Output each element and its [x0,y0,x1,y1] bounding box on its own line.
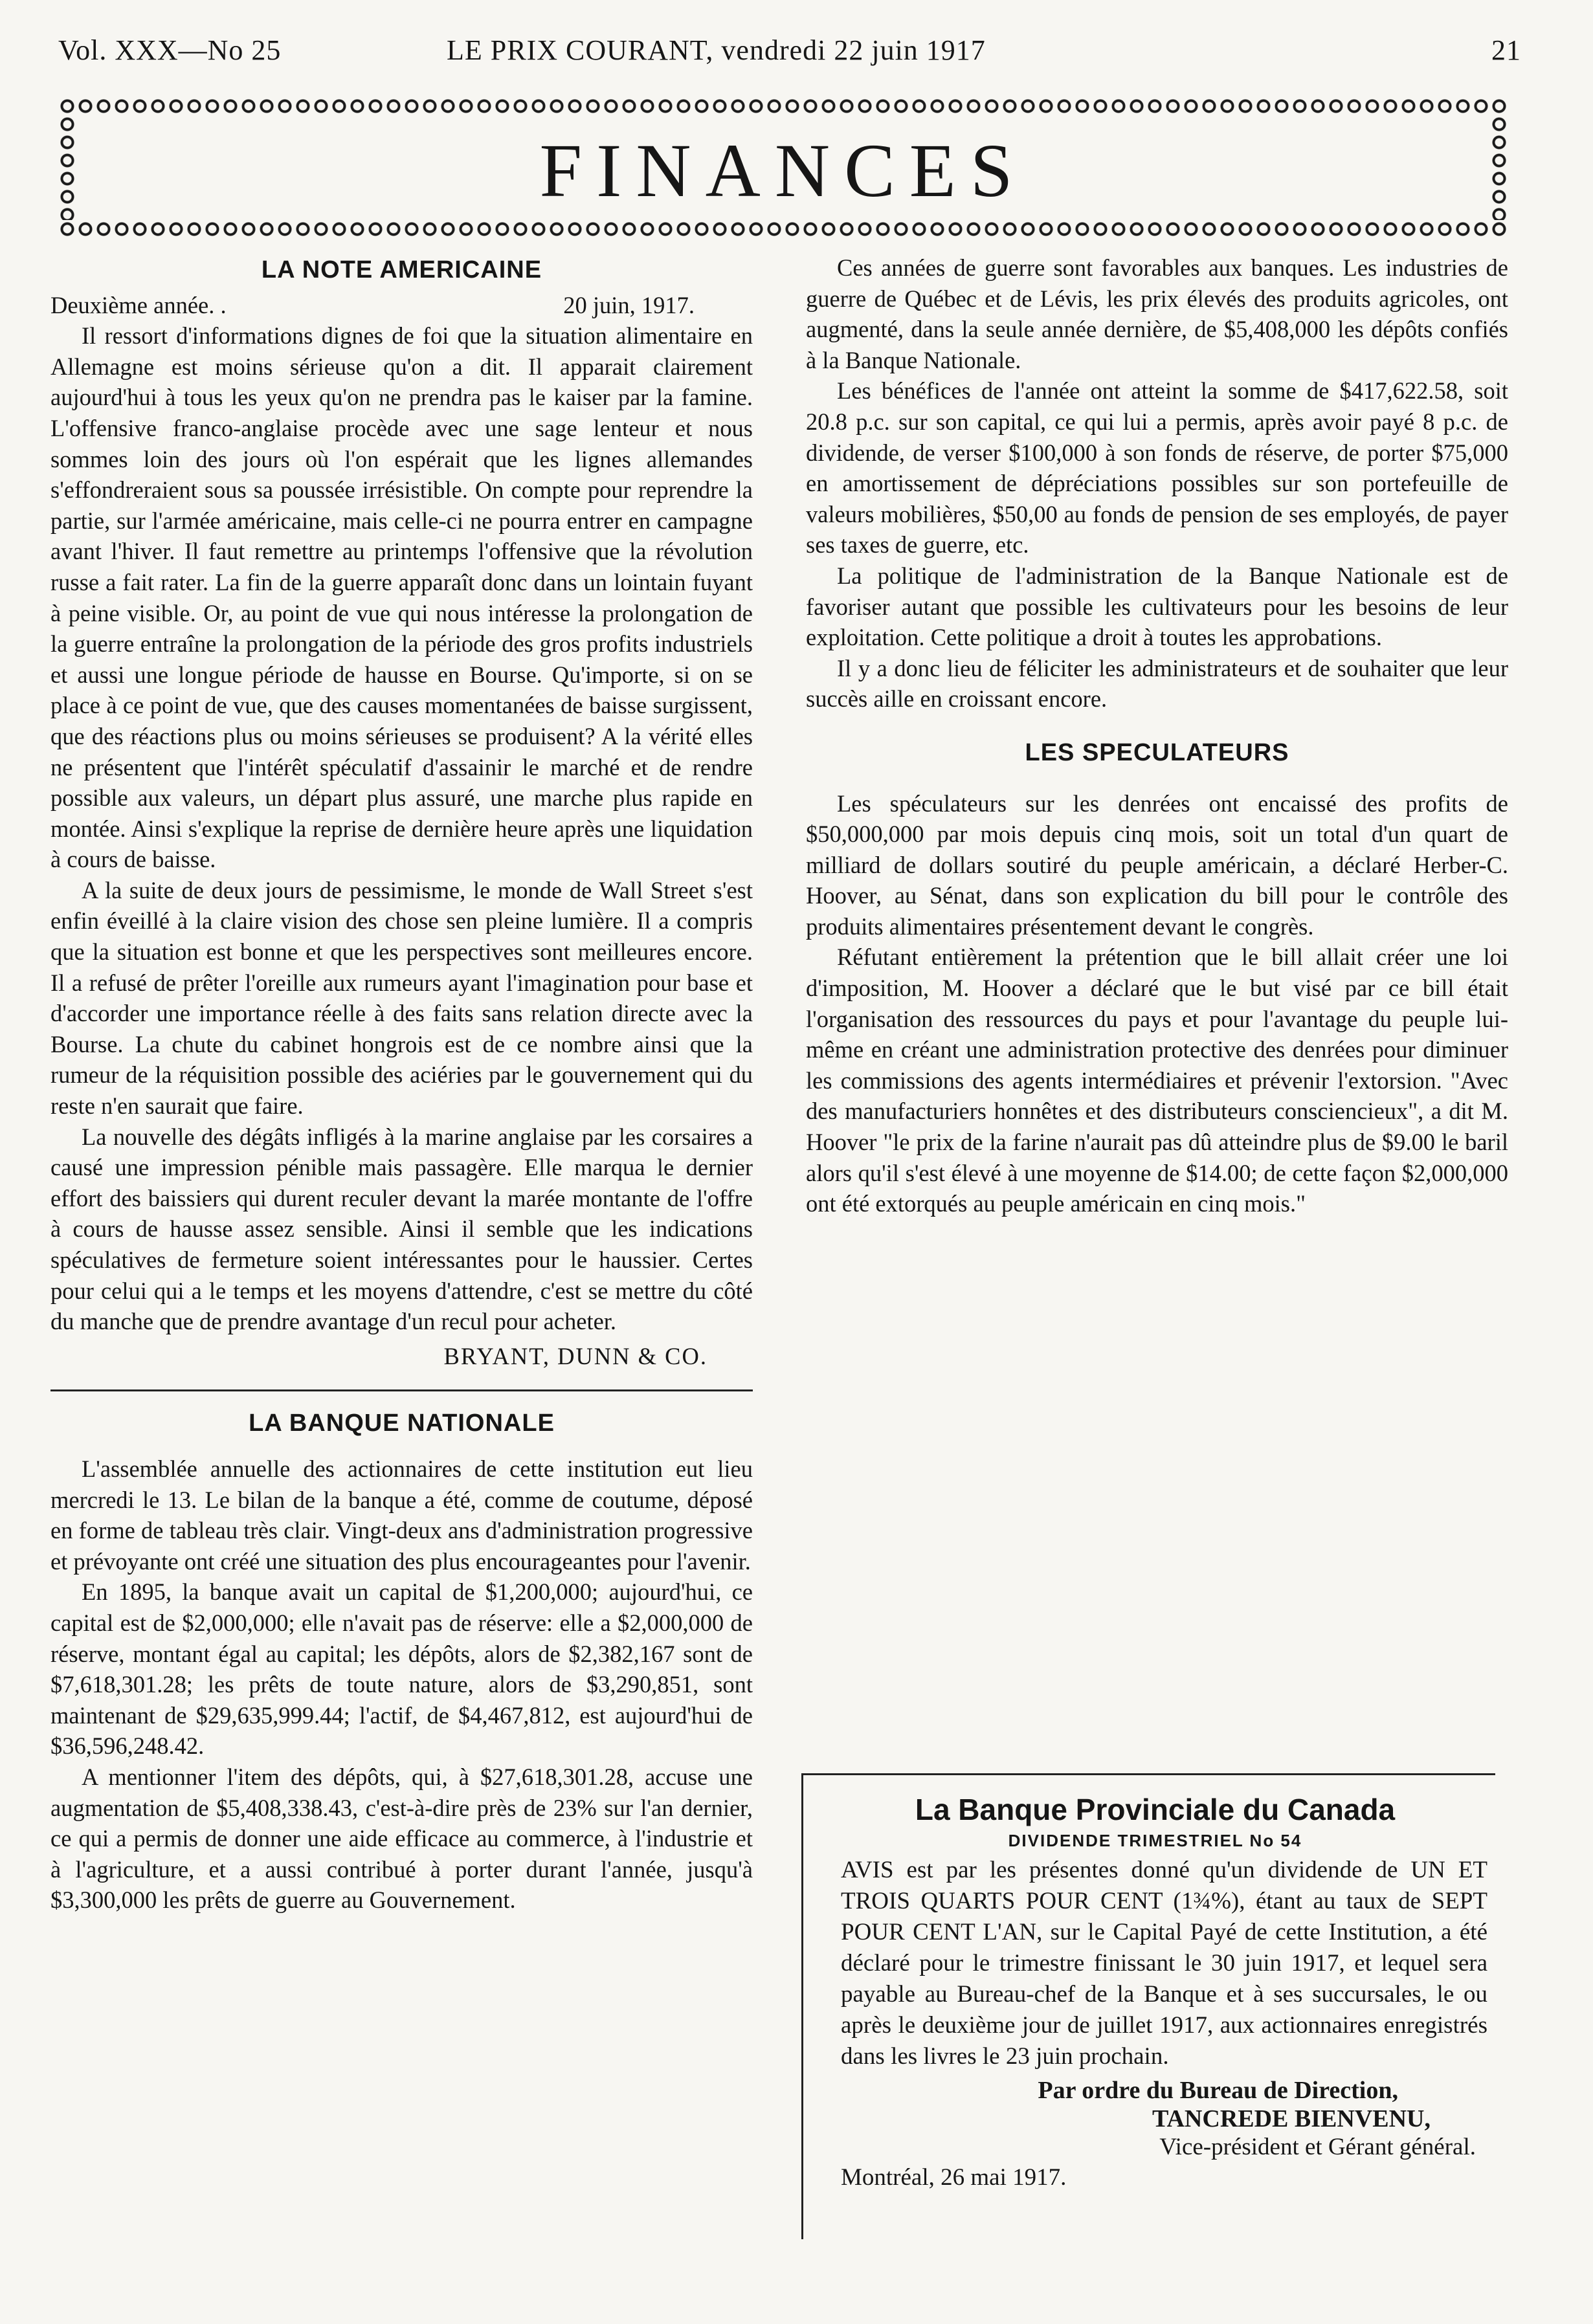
paragraph: Il y a donc lieu de féliciter les administrateurs et de souhaiter que leur succès aille en croissant encore. [806,654,1508,713]
ornament-border-top [58,97,1508,115]
paragraph: La nouvelle des dégâts infligés à la marine anglaise par les corsaires a causé une impression pénible mais passagère. Elle marqua le dernier effort des baissiers qui durent reculer devant la marée montante de l'offre à cours de hausse assez sensible. Ainsi il semble que les indications spéculatives de fermeture soient intéressantes pour le haussier. Certes pour celui qui a le temps et les moyens d'attendre, c'est se mettre du côté du manche que de prendre avantage d'un recul pour acheter. [50,1123,753,1335]
page-header [45,26,1521,78]
advertisement-box [801,1773,1495,2239]
section-banner-title: FINANCES [539,128,1027,213]
paragraph: L'assemblée annuelle des actionnaires de cette institution eut lieu mercredi le 13. Le bilan de la banque a été, comme de coutume, déposé en forme de tableau très clair. Vingt-deux ans d'administration progressive et prévoyante ont créé une situation des plus encourageantes pour l'avenir. [50,1455,753,1575]
ad-signature-order: Par ordre du Bureau de Direction, [1038,2077,1398,2104]
ad-signature-role: Vice-président et Gérant général. [1159,2134,1476,2160]
left-column [50,252,753,2291]
paragraph: Il ressort d'informations dignes de foi que la situation alimentaire en Allemagne est moins sérieuse qu'on a dit. Il apparait clairement aujourd'hui à tous les yeux qu'on ne prendra pas le kaiser par la famine. L'offensive franco-anglaise procède avec une sage lenteur et nous sommes loin des jours où l'on espérait que les lignes allemandes s'effondreraient sous sa poussée irrésistible. On compte pour reprendre la partie, sur l'armée américaine, mais celle-ci ne pourra entrer en campagne avant l'hiver. Il faut remettre au printemps l'offensive que la révolution russe a fait rater. La fin de la guerre apparaît donc dans un lointain fuyant à peine visible. Or, au point de vue qui nous intéresse la prolongation de la guerre entraîne la prolongation de la période des gros profits industriels et aussi une longue période de hausse en Bourse. Qu'importe, si on se place à ce point de vue, que des causes momentanées de baisse surgissent, que des réactions plus ou moins sérieuses se produisent? A la vérité elles ne présentent que l'intérêt spéculatif d'assainir le marché et de rendre possible aux valeurs, un départ plus assuré, une marche plus rapide en montée. Ainsi s'explique la reprise de dernière heure après une liquidation à cours de baisse. [50,322,753,873]
publication-title: LE PRIX COURANT, vendredi 22 juin 1917 [447,34,986,66]
article-title-banque-nationale: LA BANQUE NATIONALE [249,1410,555,1437]
paragraph: A la suite de deux jours de pessimisme, le monde de Wall Street s'est enfin éveillé à la claire vision des chose sen pleine lumière. Il a compris que la situation est bonne et que les perspectives sont meilleures encore. Il a refusé de prêter l'oreille aux rumeurs ayant l'imagination pour base et d'accorder une importance réelle à des faits sans relation directe avec la Bourse. La chute du cabinet hongrois est de ce nombre ainsi que la rumeur de la réquisition possible des aciéries par le gouvernement qui du reste n'en saurait que faire. [50,876,753,1120]
volume-number: Vol. XXX—No 25 [58,34,282,66]
dateline-right: 20 juin, 1917. [563,291,695,318]
ad-body: AVIS est par les présentes donné qu'un dividende de UN ET TROIS QUARTS POUR CENT (1¾%), étant au taux de SEPT POUR CENT L'AN, sur le Capital Payé de cette Institution, a été déclaré pour le trimestre finissant le 30 juin 1917, et lequel sera payable au Bureau-chef de la Banque et à ses succursales, le ou après le deuxième jour de juillet 1917, aux actionnaires enregistrés dans les livres le 23 juin prochain. [841,1857,1487,2070]
page-number: 21 [1491,34,1521,66]
paragraph: En 1895, la banque avait un capital de $1,200,000; aujourd'hui, ce capital est de $2,000,000; elle n'avait pas de réserve: elle a $2,000,000 de réserve, montant égal au capital; les dépôts, alors de $2,382,167 sont de $7,618,301.28; les prêts de toute nature, alors de $3,290,851, sont maintenant de $29,635,999.44; l'actif, de $4,467,812, est aujourd'hui de $36,596,248.42. [50,1578,753,1760]
ad-subtitle: DIVIDENDE TRIMESTRIEL No 54 [1008,1831,1302,1850]
article-signature: BRYANT, DUNN & CO. [443,1342,707,1369]
paragraph: Réfutant entièrement la prétention que le bill allait créer une loi d'imposition, M. Hoover a déclaré que le but visé par ce bill était l'organisation des ressources du pays et pour l'avantage du peuple lui-même en créant une administration protective des denrées pour diminuer les commissions des agents intermédiaires et prévenir l'extorsion. "Avec des manufacturiers honnêtes et des distributeurs consciencieux", a dit M. Hoover "le prix de la farine n'aurait pas dû atteindre plus de $9.00 le baril alors qu'il s'est élevé à une moyenne de $14.00; de cette façon $2,000,000 ont été extorqués au peuple américain en cinq mois." [806,944,1508,1217]
paragraph: Ces années de guerre sont favorables aux banques. Les industries de guerre de Québec et de Lévis, les prix élevés des produits agricoles, ont augmenté, dans la seule année dernière, de $5,408,000 les dépôts confiés à la Banque Nationale. [806,254,1508,373]
paragraph: A mentionner l'item des dépôts, qui, à $27,618,301.28, accuse une augmentation de $5,408,338.43, c'est-à-dire près de 23% sur l'an dernier, ce qui a permis de donner une aide efficace au commerce, à l'industrie et à l'agriculture, et a aussi contribué à porter durant l'année, jusqu'à $3,300,000 les prêts de guerre au Gouvernement. [50,1763,753,1914]
ornament-border-bottom [58,220,1508,238]
paragraph: La politique de l'administration de la Banque Nationale est de favoriser autant que possible les cultivateurs pour les besoins de leur exploitation. Cette politique a droit à toutes les approbations. [806,562,1508,651]
paragraph: Les spéculateurs sur les denrées ont encaissé des profits de $50,000,000 par mois depuis cinq mois, soit un total d'un quart de milliard de dollars soutiré du peuple américain, a déclaré Herber-C. Hoover, au Sénat, dans son explication du bill pour le contrôle des produits alimentaires présentement devant le congrès. [806,790,1508,940]
article-title-note-americaine: LA NOTE AMERICAINE [261,256,542,283]
article-title-speculateurs: LES SPECULATEURS [1025,738,1289,766]
ad-signature-name: TANCREDE BIENVENU, [1152,2105,1431,2132]
dateline-left: Deuxième année. . [50,291,227,318]
dateline [50,290,753,321]
ad-title: La Banque Provinciale du Canada [915,1793,1396,1826]
ad-place-date: Montréal, 26 mai 1917. [841,2164,1067,2191]
finances-banner [58,97,1508,238]
divider [50,1389,753,1391]
paragraph: Les bénéfices de l'année ont atteint la somme de $417,622.58, soit 20.8 p.c. sur son capital, ce qui lui a permis, après avoir payé 8 p.c. de dividende, de verser $100,000 à son fonds de réserve, de porter $75,000 en amortissement de dépréciations possibles sur son portefeuille de valeurs mobilières, $50,00 au fonds de pension de ses employés, de payer ses taxes de guerre, etc. [806,377,1508,559]
